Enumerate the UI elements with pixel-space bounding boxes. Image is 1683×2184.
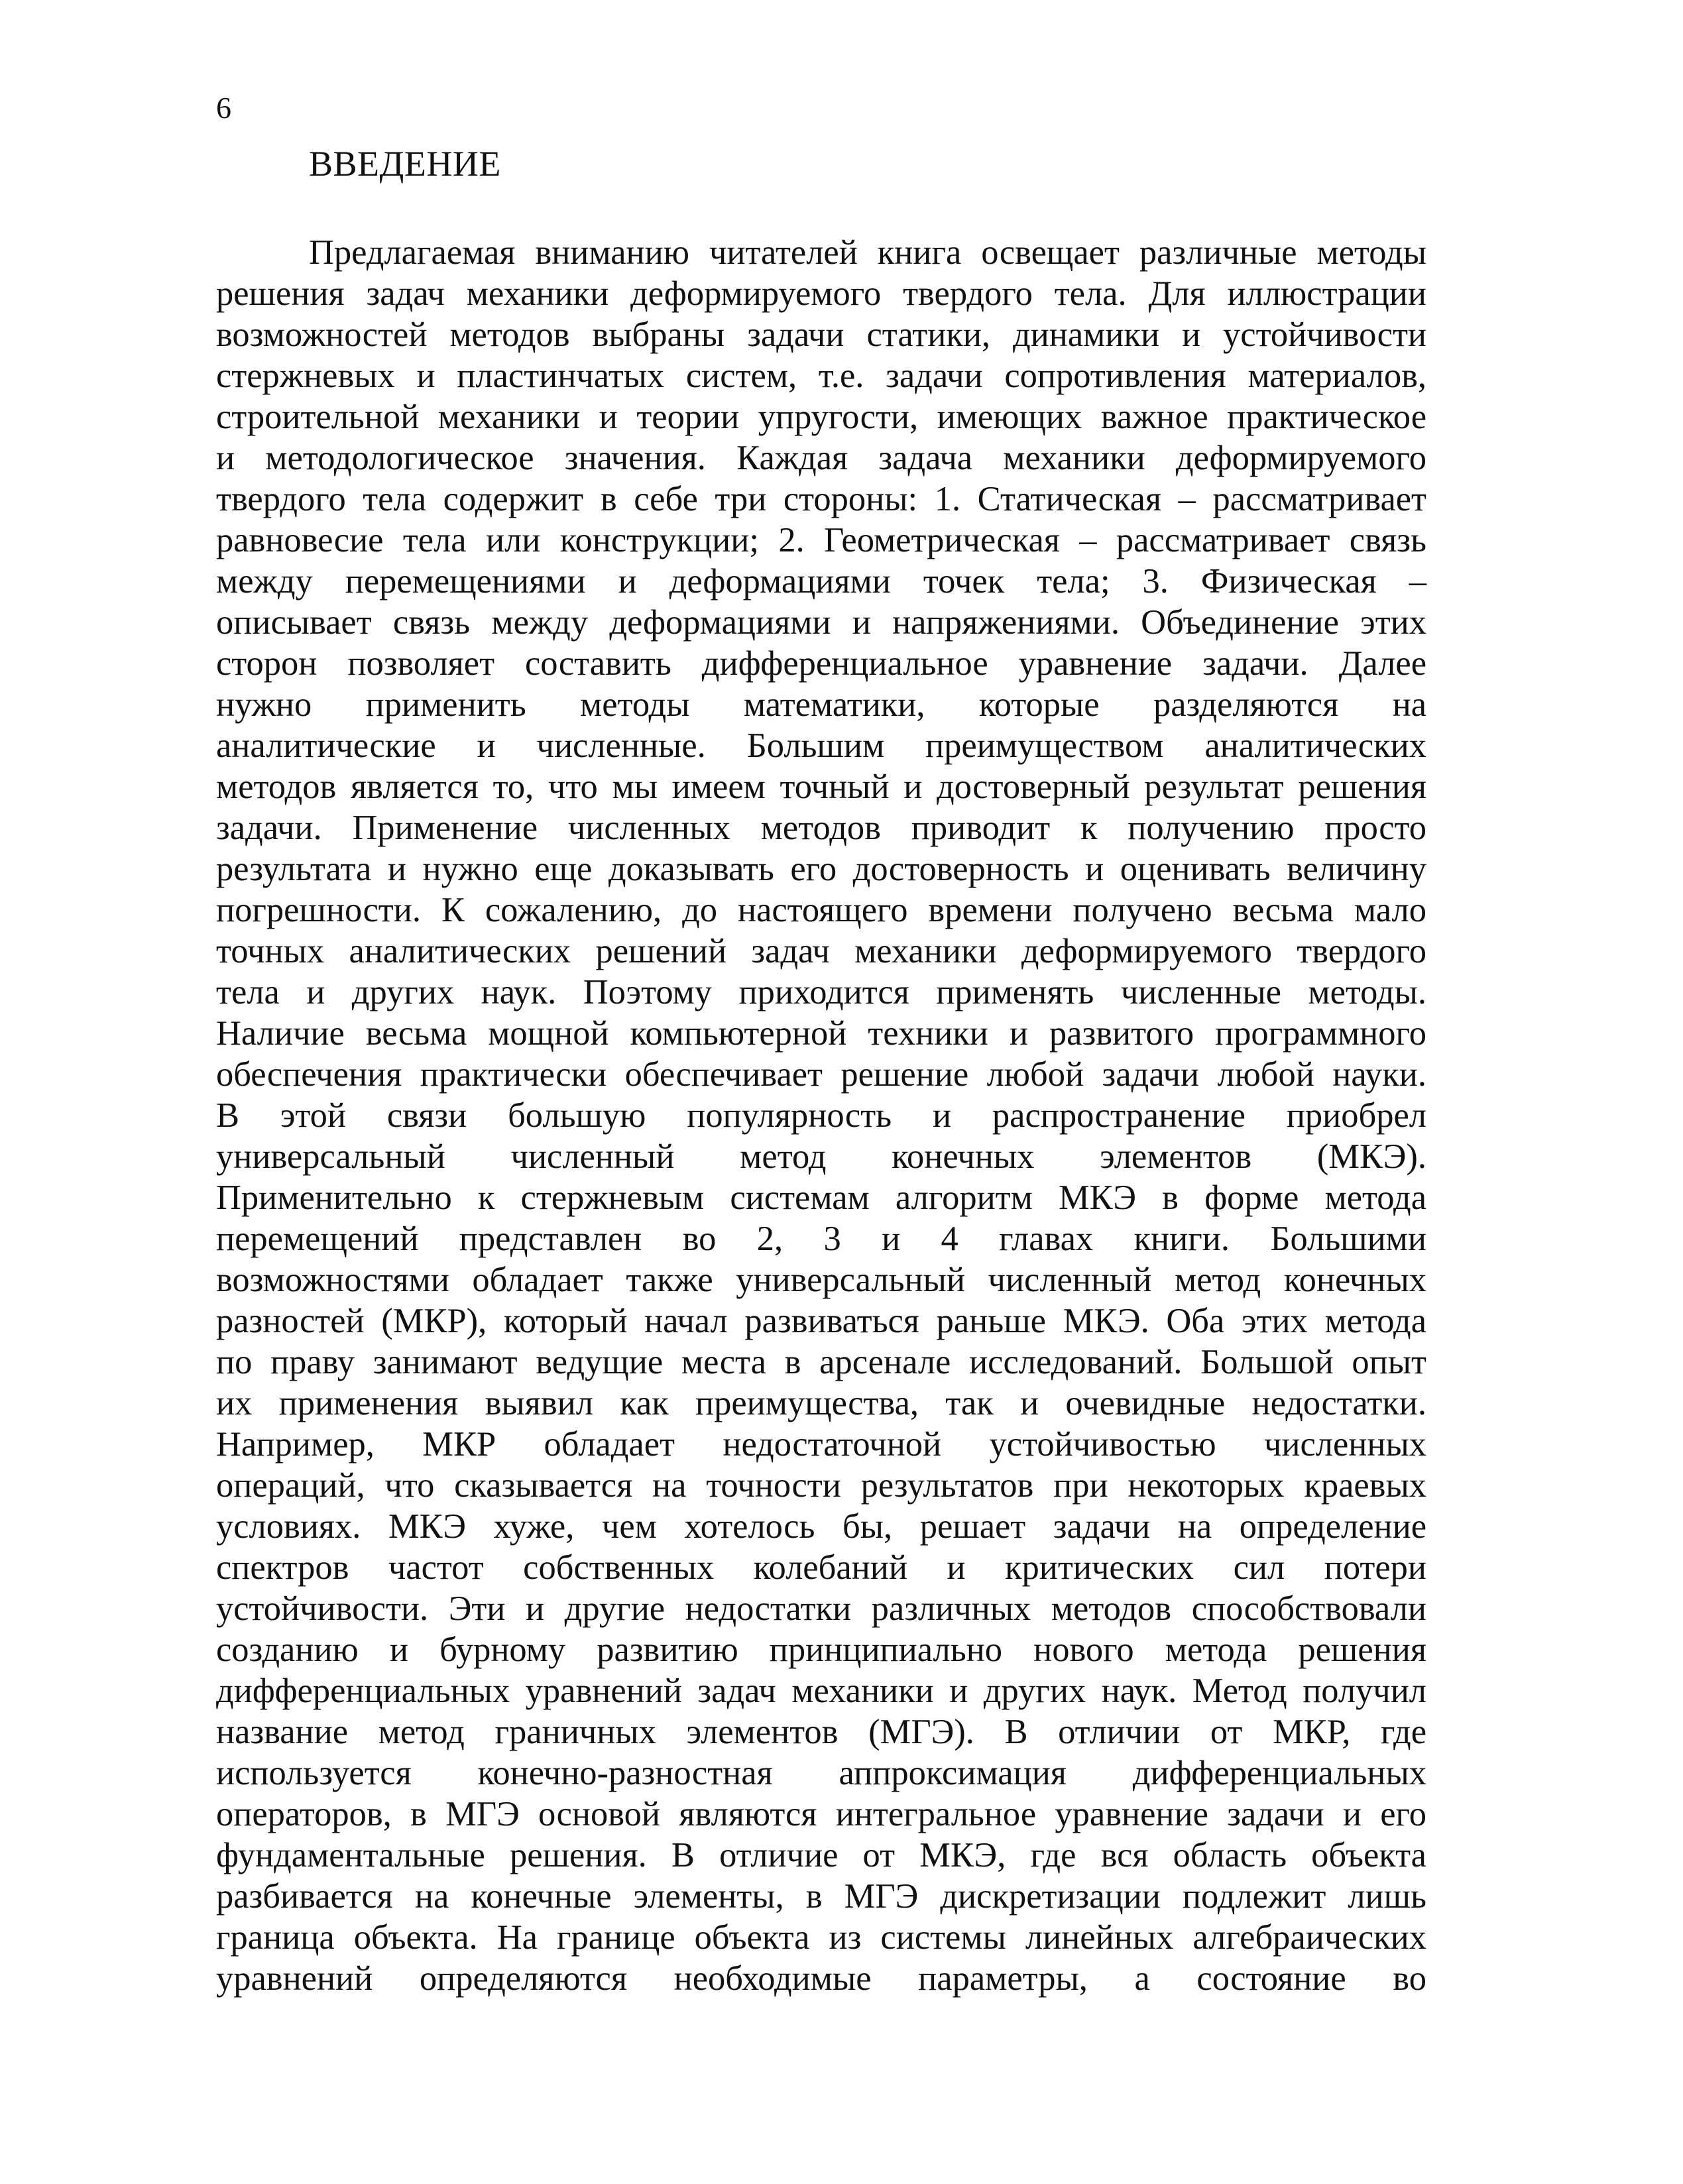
text-line: В этой связи большую популярность и распространение приобрел	[216, 1096, 1426, 1135]
text-line: точных аналитических решений задач механики деформируемого твердого	[216, 932, 1426, 970]
text-line: перемещений представлен во 2, 3 и 4 главах книги. Большими	[216, 1220, 1426, 1258]
text-line: между перемещениями и деформациями точек тела; 3. Физическая –	[216, 562, 1426, 601]
text-line: обеспечения практически обеспечивает решение любой задачи любой науки.	[216, 1055, 1426, 1094]
text-line: условиях. МКЭ хуже, чем хотелось бы, решает задачи на определение	[216, 1507, 1426, 1546]
text-line: Применительно к стержневым системам алгоритм МКЭ в форме метода	[216, 1178, 1426, 1217]
body-paragraph	[216, 232, 1426, 1999]
page-number: 6	[216, 91, 231, 125]
text-line: описывает связь между деформациями и напряжениями. Объединение этих	[216, 603, 1426, 642]
text-line: спектров частот собственных колебаний и критических сил потери	[216, 1548, 1426, 1587]
text-line: аналитические и численные. Большим преимуществом аналитических	[216, 726, 1426, 765]
text-line: Наличие весьма мощной компьютерной техники и развитого программного	[216, 1014, 1426, 1053]
text-line: нужно применить методы математики, которые разделяются на	[216, 685, 1426, 724]
text-line: название метод граничных элементов (МГЭ). В отличии от МКР, где	[216, 1713, 1426, 1751]
text-line: возможностей методов выбраны задачи статики, динамики и устойчивости	[216, 316, 1426, 354]
section-heading: ВВЕДЕНИЕ	[309, 144, 501, 184]
text-line: равновесие тела или конструкции; 2. Геометрическая – рассматривает связь	[216, 521, 1426, 559]
text-line: их применения выявил как преимущества, так и очевидные недостатки.	[216, 1384, 1426, 1422]
text-line: операций, что сказывается на точности результатов при некоторых краевых	[216, 1466, 1426, 1505]
text-line: строительной механики и теории упругости, имеющих важное практическое	[216, 398, 1426, 436]
text-line: граница объекта. На границе объекта из системы линейных алгебраических	[216, 1918, 1426, 1957]
text-line: задачи. Применение численных методов приводит к получению просто	[216, 809, 1426, 847]
text-line: методов является то, что мы имеем точный и достоверный результат решения	[216, 768, 1426, 806]
text-line: результата и нужно еще доказывать его достоверность и оценивать величину	[216, 850, 1426, 888]
text-line: разбивается на конечные элементы, в МГЭ дискретизации подлежит лишь	[216, 1877, 1426, 1916]
text-line: по праву занимают ведущие места в арсенале исследований. Большой опыт	[216, 1343, 1426, 1381]
text-line: уравнений определяются необходимые параметры, а состояние во	[216, 1959, 1426, 1998]
text-line: Предлагаемая вниманию читателей книга освещает различные методы	[309, 233, 1426, 272]
text-line: стержневых и пластинчатых систем, т.е. задачи сопротивления материалов,	[216, 357, 1426, 395]
text-line: возможностями обладает также универсальный численный метод конечных	[216, 1261, 1426, 1299]
text-line: разностей (МКР), который начал развиваться раньше МКЭ. Оба этих метода	[216, 1302, 1426, 1340]
text-line: тела и других наук. Поэтому приходится применять численные методы.	[216, 973, 1426, 1011]
text-line: созданию и бурному развитию принципиально нового метода решения	[216, 1631, 1426, 1669]
text-line: фундаментальные решения. В отличие от МКЭ, где вся область объекта	[216, 1836, 1426, 1874]
text-line: устойчивости. Эти и другие недостатки различных методов способствовали	[216, 1589, 1426, 1628]
text-line: дифференциальных уравнений задач механики и других наук. Метод получил	[216, 1672, 1426, 1710]
text-line: Например, МКР обладает недостаточной устойчивостью численных	[216, 1425, 1426, 1464]
text-line: используется конечно-разностная аппроксимация дифференциальных	[216, 1754, 1426, 1792]
text-line: и методологическое значения. Каждая задача механики деформируемого	[216, 439, 1426, 477]
text-line: сторон позволяет составить дифференциальное уравнение задачи. Далее	[216, 644, 1426, 683]
text-line: операторов, в МГЭ основой являются интегральное уравнение задачи и его	[216, 1795, 1426, 1833]
text-line: решения задач механики деформируемого твердого тела. Для иллюстрации	[216, 274, 1426, 313]
text-line: твердого тела содержит в себе три стороны: 1. Статическая – рассматривает	[216, 480, 1426, 518]
text-line: погрешности. К сожалению, до настоящего времени получено весьма мало	[216, 891, 1426, 929]
text-line: универсальный численный метод конечных элементов (МКЭ).	[216, 1137, 1426, 1176]
